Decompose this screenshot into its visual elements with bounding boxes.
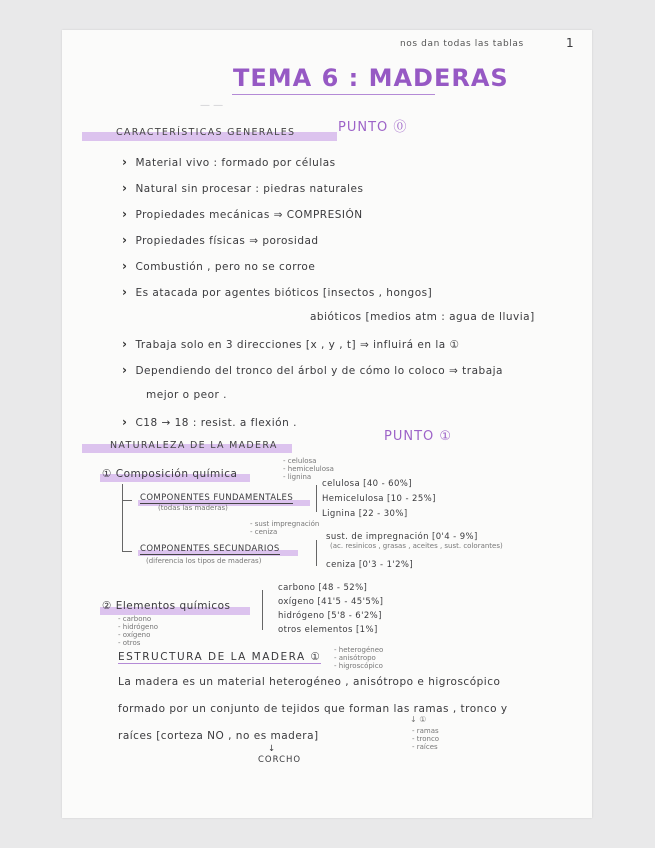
hemicelulosa-item: Hemicelulosa [10 - 25%] xyxy=(322,494,436,504)
corcho-arrow: ↓ xyxy=(268,744,276,754)
ceniza-item: ceniza [0'3 - 1'2%] xyxy=(326,560,414,570)
celulosa-item: celulosa [40 - 60%] xyxy=(322,479,412,489)
bullet-continuation: abióticos [medios atm : agua de lluvia] xyxy=(310,311,535,323)
composicion-note: - celulosa - hemicelulosa - lignina xyxy=(283,457,334,481)
secundarios-note: - sust impregnación - ceniza xyxy=(250,520,320,536)
otros-item: otros elementos [1%] xyxy=(278,625,378,635)
secundarios-diff-note: (diferencia los tipos de maderas) xyxy=(146,557,262,565)
oxigeno-item: oxígeno [41'5 - 45'5%] xyxy=(278,597,384,607)
ramas-circle-note: ↓ ① xyxy=(410,715,427,724)
page-number: 1 xyxy=(566,36,574,50)
hidrogeno-item: hidrógeno [5'8 - 6'2%] xyxy=(278,611,382,621)
fundamentales-note: (todas las maderas) xyxy=(158,504,228,512)
title-underline xyxy=(232,94,435,95)
lignina-item: Lignina [22 - 30%] xyxy=(322,509,408,519)
sust-impregnacion-item: sust. de impregnación [0'4 - 9%] xyxy=(326,532,478,542)
bullet-item: › Propiedades mecánicas ⇒ COMPRESIÓN xyxy=(122,207,363,221)
bullet-item: › Natural sin procesar : piedras naturales xyxy=(122,181,364,195)
sust-impregnacion-note: (ac. resinicos , grasas , aceites , sust. colorantes) xyxy=(330,542,503,550)
composicion-heading: ① Composición química xyxy=(102,468,238,480)
bracket-line xyxy=(316,540,317,566)
elementos-heading: ② Elementos químicos xyxy=(102,600,231,612)
punto-1-label: PUNTO ① xyxy=(384,429,453,444)
estructura-note: - heterogéneo - anisótropo - higroscópico xyxy=(334,646,384,670)
componentes-fundamentales: COMPONENTES FUNDAMENTALES xyxy=(140,493,294,503)
elementos-note: - carbono - hidrógeno - oxígeno - otros xyxy=(118,615,159,647)
bracket-line xyxy=(262,590,263,630)
bullet-continuation: mejor o peor . xyxy=(146,389,227,401)
carbono-item: carbono [48 - 52%] xyxy=(278,583,368,593)
bullet-item: › Propiedades físicas ⇒ porosidad xyxy=(122,233,319,247)
bracket-line xyxy=(316,485,317,512)
estructura-paragraph-line: La madera es un material heterogéneo , anisótropo e higroscópico xyxy=(118,676,501,688)
tree-branch-line xyxy=(122,551,132,552)
header-note: nos dan todas las tablas xyxy=(400,39,524,49)
ramas-note: - ramas - tronco - raíces xyxy=(412,727,440,751)
tree-vertical-line xyxy=(122,484,123,552)
estructura-paragraph-line: formado por un conjunto de tejidos que forman las ramas , tronco y xyxy=(118,703,508,715)
bullet-item: › C18 → 18 : resist. a flexión . xyxy=(122,415,297,429)
bullet-item: › Combustión , pero no se corroe xyxy=(122,259,316,273)
componentes-secundarios: COMPONENTES SECUNDARIOS xyxy=(140,544,280,554)
bullet-item: › Material vivo : formado por células xyxy=(122,155,336,169)
corcho-note: CORCHO xyxy=(258,755,302,765)
bleed-through-mark: — — xyxy=(200,100,224,111)
punto-0-label: PUNTO ⓪ xyxy=(338,120,408,135)
page-title: TEMA 6 : MADERAS xyxy=(233,64,509,92)
tree-branch-line xyxy=(122,500,132,501)
section-heading-naturaleza: NATURALEZA DE LA MADERA xyxy=(110,440,278,451)
estructura-paragraph-line: raíces [corteza NO , no es madera] xyxy=(118,730,319,742)
estructura-heading: ESTRUCTURA DE LA MADERA ① xyxy=(118,651,322,663)
bullet-item: › Es atacada por agentes bióticos [insectos , hongos] xyxy=(122,285,433,299)
bullet-item: › Dependiendo del tronco del árbol y de cómo lo coloco ⇒ trabaja xyxy=(122,363,503,377)
section-heading-caracteristicas: CARACTERÍSTICAS GENERALES xyxy=(116,127,296,138)
bullet-item: › Trabaja solo en 3 direcciones [x , y , t] ⇒ influirá en la ① xyxy=(122,337,460,351)
